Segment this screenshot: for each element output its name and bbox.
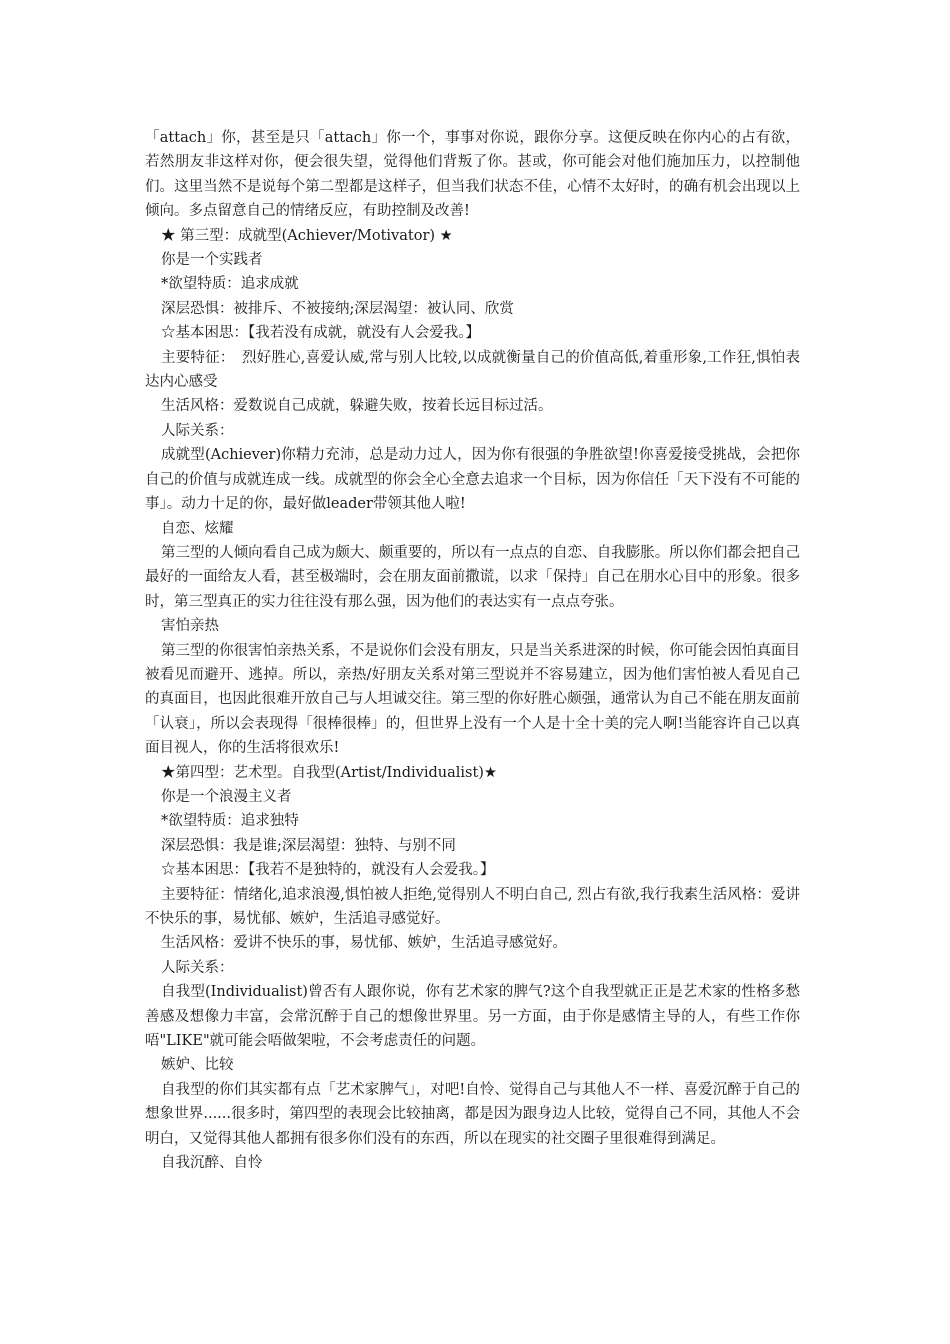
body-paragraph: 第三型的人倾向看自己成为颇大、颇重要的，所以有一点点的自恋、自我膨胀。所以你们都会把自己最好的一面给友人看，甚至极端时，会在朋友面前撒谎，以求「保持」自己在朋水心目中的形象。很多时，第三型真正的实力往往没有那么强，因为他们的表达实有一点点夸张。 [145, 544, 800, 610]
body-paragraph: 自我型的你们其实都有点「艺术家脾气」，对吧!自怜、觉得自己与其他人不一样、喜爱沉醉于自己的想象世界......很多时，第四型的表现会比较抽离，都是因为跟身边人比较，觉得自己不同，其他人不会明白，又觉得其他人都拥有很多你们没有的东西，所以在现实的社交圈子里很难得到满足。 [145, 1081, 800, 1147]
subtitle-line: 你是一个浪漫主义者 [161, 788, 292, 805]
subheading: 自恋、炫耀 [161, 520, 234, 537]
main-features-paragraph: 主要特征：情绪化,追求浪漫,惧怕被人拒绝,觉得别人不明白自己, 烈占有欲,我行我素生活风格：爱讲不快乐的事，易忧郁、嫉妒，生活追寻感觉好。 [145, 886, 800, 927]
desire-trait-line: *欲望特质：追求独特 [161, 813, 299, 830]
basic-confusion-line: ☆基本困思：【我若没有成就，就没有人会爱我。】 [161, 325, 480, 342]
body-paragraph: 第三型的你很害怕亲热关系，不是说你们会没有朋友，只是当关系进深的时候，你可能会因怕真面目被看见而避开、逃掉。所以，亲热/好朋友关系对第三型说并不容易建立，因为他们害怕被人看见自己的真面目，也因此很难开放自己与人坦诚交往。第三型的你好胜心颇强，通常认为自己不能在朋友面前「认衰」，所以会表现得「很棒很棒」的，但世界上没有一个人是十全十美的完人啊!当能容许自己以真面目视人，你的生活将很欢乐! [145, 642, 800, 757]
subheading: 害怕亲热 [161, 618, 219, 635]
subtitle-line: 你是一个实践者 [161, 252, 263, 269]
desire-trait-line: *欲望特质：追求成就 [161, 276, 299, 293]
section-heading-type-3: ★ 第三型：成就型(Achiever/Motivator) ★ [161, 227, 453, 244]
relationships-heading: 人际关系： [161, 959, 234, 976]
life-style-line: 生活风格：爱数说自己成就，躲避失败，按着长远目标过活。 [161, 398, 553, 415]
fear-desire-line: 深层恐惧：被排斥、不被接纳;深层渴望：被认同、欣赏 [161, 300, 514, 317]
subheading: 嫉妒、比较 [161, 1057, 234, 1074]
relationships-heading: 人际关系： [161, 422, 234, 439]
basic-confusion-line: ☆基本困思：【我若不是独特的，就没有人会爱我。】 [161, 862, 495, 879]
life-style-line: 生活风格：爱讲不快乐的事，易忧郁、嫉妒，生活追寻感觉好。 [161, 935, 567, 952]
main-features-paragraph: 主要特征： 烈好胜心,喜爱认威,常与别人比较,以成就衡量自己的价值高低,着重形象,工作狂,惧怕表达内心感受 [145, 349, 800, 391]
body-paragraph: 成就型(Achiever)你精力充沛，总是动力过人，因为你有很强的争胜欲望!你喜爱接受挑战，会把你自己的价值与成就连成一线。成就型的你会全心全意去追求一个目标，因为你信任「天下没有不可能的事」。动力十足的你，最好做leader带领其他人啦! [145, 447, 800, 513]
fear-desire-line: 深层恐惧：我是谁;深层渴望：独特、与别不同 [161, 837, 456, 854]
body-paragraph: 自我型(Individualist)曾否有人跟你说，你有艺术家的脾气?这个自我型就正正是艺术家的性格多愁善感及想像力丰富，会常沉醉于自己的想像世界里。另一方面，由于你是感情主导的人，有些工作你唔"LIKE"就可能会唔做架啦，不会考虑责任的问题。 [145, 984, 800, 1050]
subheading: 自我沉醉、自怜 [161, 1155, 263, 1172]
body-paragraph: 「attach」你，甚至是只「attach」你一个，事事对你说，跟你分享。这便反映在你内心的占有欲，若然朋友非这样对你，便会很失望，觉得他们背叛了你。甚或，你可能会对他们施加压力，以控制他们。这里当然不是说每个第二型都是这样子，但当我们状态不佳，心情不太好时，的确有机会出现以上倾向。多点留意自己的情绪反应，有助控制及改善! [145, 130, 800, 220]
section-heading-type-4: ★第四型：艺术型。自我型(Artist/Individualist)★ [161, 764, 497, 781]
